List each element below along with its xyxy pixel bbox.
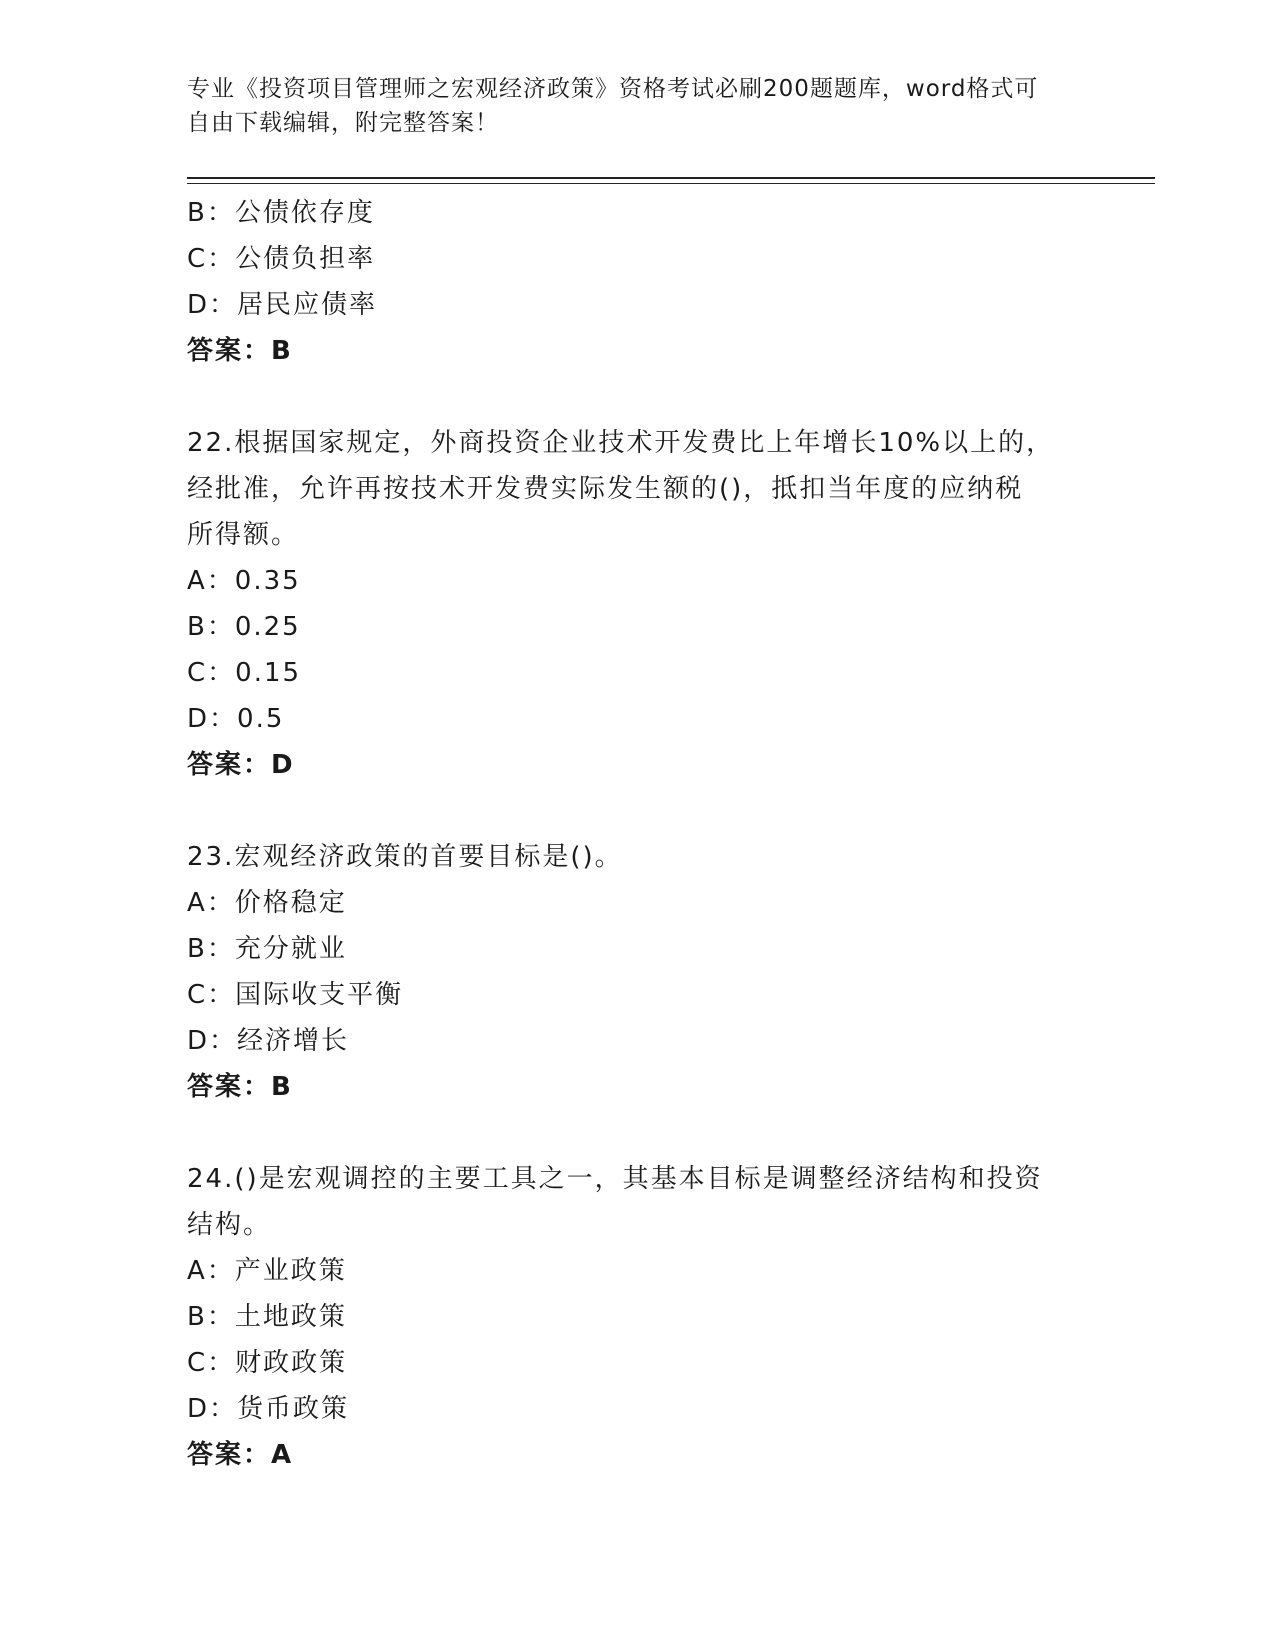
question-text-line: 所得额。: [187, 520, 300, 550]
option-c: C：国际收支平衡: [187, 980, 404, 1010]
question-list: [187, 190, 1087, 1478]
question-text-line: 24.()是宏观调控的主要工具之一，其基本目标是调整经济结构和投资: [187, 1164, 1043, 1194]
document-header: [187, 72, 1067, 140]
question-23: [187, 834, 1087, 1110]
option-d: D：货币政策: [187, 1394, 350, 1424]
option-a: A：价格稳定: [187, 888, 347, 918]
option-b: B：公债依存度: [187, 198, 375, 228]
answer-line: 答案：B: [187, 1072, 293, 1102]
option-c: C：公债负担率: [187, 244, 376, 274]
option-c: C：财政政策: [187, 1348, 348, 1378]
question-22: [187, 420, 1087, 788]
answer-line: 答案：A: [187, 1440, 294, 1470]
option-d: D：经济增长: [187, 1026, 350, 1056]
question-text-line: 22.根据国家规定，外商投资企业技术开发费比上年增长10%以上的，: [187, 428, 1055, 458]
question-21: [187, 190, 1087, 374]
option-a: A：0.35: [187, 566, 301, 596]
header-divider-thin: [187, 183, 1155, 184]
option-b: B：土地政策: [187, 1302, 347, 1332]
option-b: B：0.25: [187, 612, 301, 642]
option-a: A：产业政策: [187, 1256, 347, 1286]
header-line-1: 专业《投资项目管理师之宏观经济政策》资格考试必刷200题题库，word格式可: [187, 76, 1039, 102]
option-d: D：0.5: [187, 704, 285, 734]
option-d: D：居民应债率: [187, 290, 378, 320]
answer-line: 答案：B: [187, 336, 293, 366]
header-line-2: 自由下载编辑，附完整答案！: [187, 110, 499, 136]
question-text-line: 经批准，允许再按技术开发费实际发生额的()，抵扣当年度的应纳税: [187, 474, 1024, 504]
question-24: [187, 1156, 1087, 1478]
header-divider-thick: [187, 177, 1155, 179]
question-text-line: 23.宏观经济政策的首要目标是()。: [187, 842, 623, 872]
question-text-line: 结构。: [187, 1210, 272, 1240]
answer-line: 答案：D: [187, 750, 295, 780]
option-c: C：0.15: [187, 658, 302, 688]
option-b: B：充分就业: [187, 934, 347, 964]
